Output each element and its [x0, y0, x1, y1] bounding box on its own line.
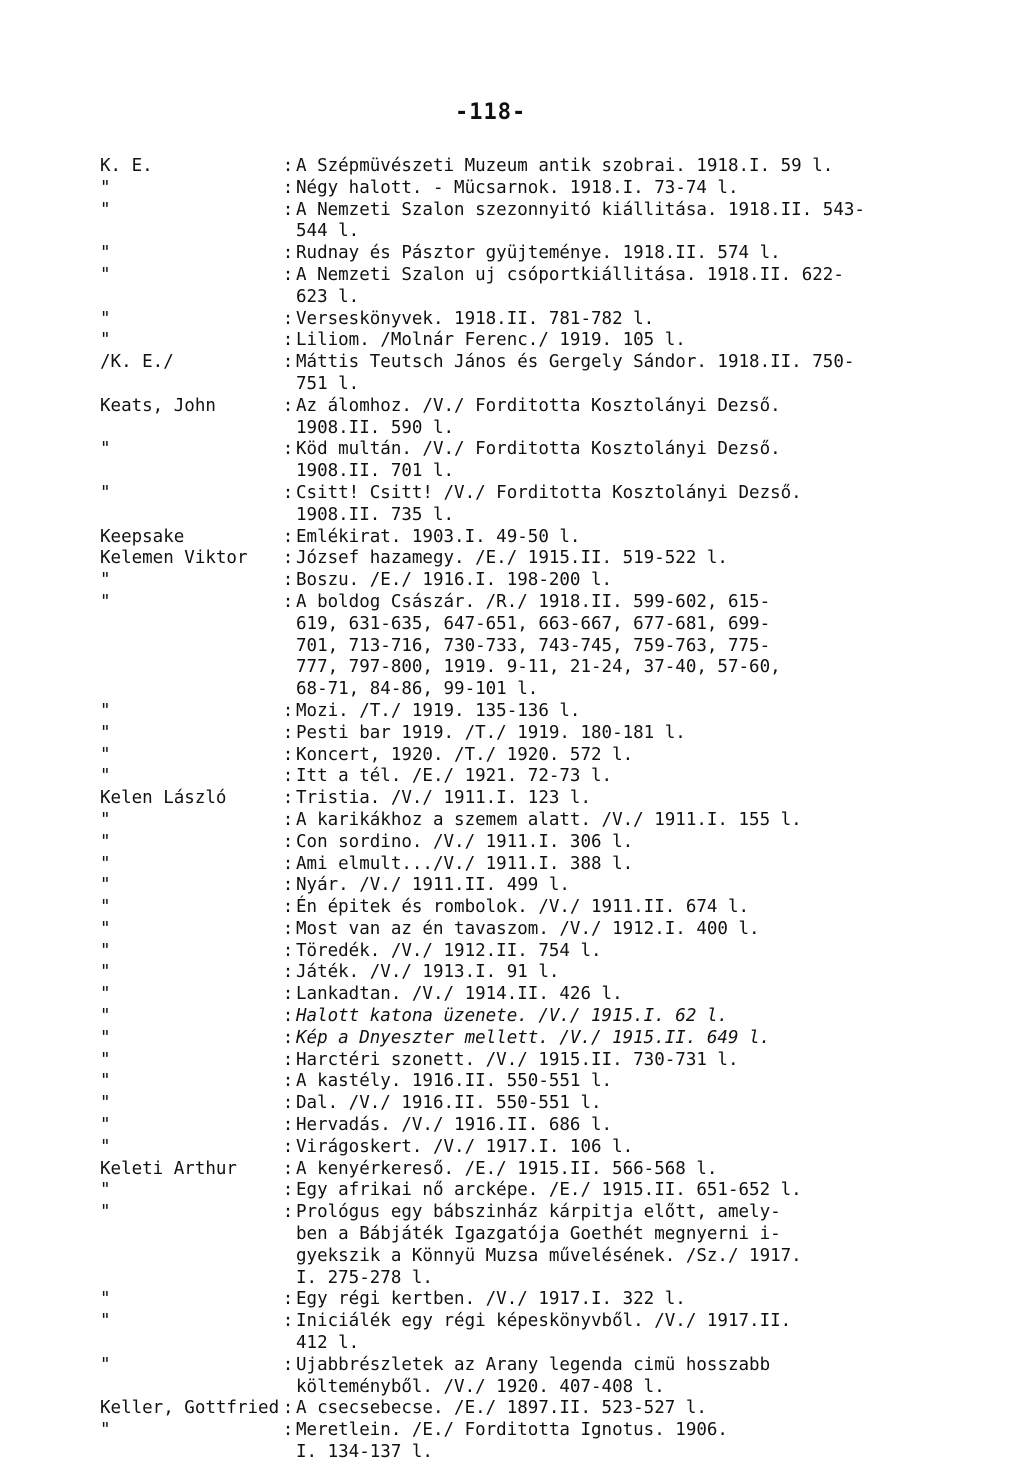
entry-author: " [100, 330, 111, 351]
entry-separator: : [282, 918, 294, 939]
entry-author: " [100, 766, 111, 787]
entry-author: " [100, 700, 111, 721]
entry-separator: : [282, 940, 294, 961]
entry-author: " [100, 1354, 111, 1375]
entry-separator: : [282, 177, 294, 198]
entry-title: Emlékirat. 1903.I. 49-50 l. [296, 526, 581, 547]
bibliography-entry [100, 570, 1000, 592]
entry-author: " [100, 1289, 111, 1310]
entry-title: Con sordino. /V./ 1911.I. 306 l. [296, 831, 634, 852]
entry-title: Ami elmult.../V./ 1911.I. 388 l. [296, 853, 634, 874]
entry-separator: : [282, 439, 294, 460]
entry-title: Az álomhoz. /V./ Forditotta Kosztolányi Dezső. 1908.II. 590 l. [296, 395, 781, 438]
bibliography-entry [100, 396, 1000, 440]
bibliography-entry [100, 200, 1000, 244]
entry-title: Liliom. /Molnár Ferenc./ 1919. 105 l. [296, 330, 686, 351]
entry-separator: : [282, 1398, 294, 1419]
entry-separator: : [282, 766, 294, 787]
entry-separator: : [282, 809, 294, 830]
entry-separator: : [282, 330, 294, 351]
bibliography-entry [100, 1006, 1000, 1028]
bibliography-entry [100, 1202, 1000, 1289]
bibliography-entry [100, 548, 1000, 570]
entry-author: " [100, 918, 111, 939]
entry-title: Prológus egy bábszinház kárpitja előtt, amely- ben a Bábjáték Igazgatója Goethét megnyerni i- gyekszik a Könnyü Muzsa művelésének. /Sz./ 1917. I. 275-278 l. [296, 1202, 802, 1288]
entry-separator: : [282, 308, 294, 329]
entry-title: A boldog Császár. /R./ 1918.II. 599-602, 615- 619, 631-635, 647-651, 663-667, 677-681, 699- 701, 713-716, 730-733, 743-745, 759-763, 775- 777, 797-800, 1919. 9-11, 21-24, 37-40, 57-60, 68-71, 84-86, 99-101 l. [296, 591, 781, 700]
entry-separator: : [282, 352, 294, 373]
bibliography-entry [100, 962, 1000, 984]
bibliography-entry [100, 439, 1000, 483]
bibliography-entry [100, 483, 1000, 527]
entry-title: Halott katona üzenete. /V./ 1915.I. 62 l. [296, 1006, 728, 1027]
entry-author: " [100, 439, 111, 460]
entry-author: Kelemen Viktor [100, 548, 248, 569]
entry-title: Boszu. /E./ 1916.I. 198-200 l. [296, 570, 613, 591]
entry-author: " [100, 940, 111, 961]
entry-separator: : [282, 1311, 294, 1332]
entry-title: Kép a Dnyeszter mellett. /V./ 1915.II. 649 l. [296, 1027, 771, 1048]
entry-title: A karikákhoz a szemem alatt. /V./ 1911.I. 155 l. [296, 809, 802, 830]
bibliography-entry [100, 1028, 1000, 1050]
entry-separator: : [282, 1202, 294, 1223]
entry-author: " [100, 1049, 111, 1070]
bibliography-entry [100, 243, 1000, 265]
bibliography-entry [100, 1050, 1000, 1072]
entry-title: Meretlein. /E./ Forditotta Ignotus. 1906. I. 134-137 l. [296, 1420, 728, 1463]
bibliography-entry [100, 701, 1000, 723]
entry-separator: : [282, 1027, 294, 1048]
bibliography-entry [100, 788, 1000, 810]
entry-separator: : [282, 788, 294, 809]
entry-separator: : [282, 243, 294, 264]
entry-title: A Szépmüvészeti Muzeum antik szobrai. 1918.I. 59 l. [296, 156, 834, 176]
bibliography-entry [100, 1180, 1000, 1202]
entry-separator: : [282, 1158, 294, 1179]
entry-author: " [100, 1115, 111, 1136]
entry-separator: : [282, 1136, 294, 1157]
entry-author: " [100, 875, 111, 896]
entry-title: Köd multán. /V./ Forditotta Kosztolányi Dezső. 1908.II. 701 l. [296, 439, 781, 482]
entry-separator: : [282, 199, 294, 220]
entry-title: Itt a tél. /E./ 1921. 72-73 l. [296, 766, 613, 787]
entry-title: A Nemzeti Szalon uj csóportkiállitása. 1918.II. 622- 623 l. [296, 264, 844, 307]
entry-title: Virágoskert. /V./ 1917.I. 106 l. [296, 1136, 634, 1157]
bibliography-entry [100, 745, 1000, 767]
entry-title: Játék. /V./ 1913.I. 91 l. [296, 962, 560, 983]
entry-author: " [100, 482, 111, 503]
entry-author: K. E. [100, 156, 153, 176]
entry-author: " [100, 308, 111, 329]
entry-title: Harctéri szonett. /V./ 1915.II. 730-731 l. [296, 1049, 739, 1070]
entry-separator: : [282, 1180, 294, 1201]
entry-title: A Nemzeti Szalon szezonnyitó kiállitása. 1918.II. 543- 544 l. [296, 199, 865, 242]
entry-title: Töredék. /V./ 1912.II. 754 l. [296, 940, 602, 961]
bibliography-entry [100, 919, 1000, 941]
entry-title: Pesti bar 1919. /T./ 1919. 180-181 l. [296, 722, 686, 743]
entry-title: Dal. /V./ 1916.II. 550-551 l. [296, 1093, 602, 1114]
entry-separator: : [282, 897, 294, 918]
entry-separator: : [282, 984, 294, 1005]
entry-author: " [100, 853, 111, 874]
entry-title: Lankadtan. /V./ 1914.II. 426 l. [296, 984, 623, 1005]
entry-separator: : [282, 1049, 294, 1070]
bibliography-entry [100, 1398, 1000, 1420]
bibliography-entry [100, 897, 1000, 919]
bibliography-entry [100, 984, 1000, 1006]
bibliography-entry [100, 330, 1000, 352]
entry-author: Kelen László [100, 788, 227, 809]
bibliography-entry [100, 527, 1000, 549]
entry-author: " [100, 199, 111, 220]
bibliography-entry [100, 941, 1000, 963]
entry-separator: : [282, 1354, 294, 1375]
entry-title: József hazamegy. /E./ 1915.II. 519-522 l. [296, 548, 728, 569]
bibliography-entry [100, 766, 1000, 788]
entry-author: " [100, 1180, 111, 1201]
bibliography-entry [100, 723, 1000, 745]
entry-title: A kastély. 1916.II. 550-551 l. [296, 1071, 613, 1092]
entry-author: " [100, 809, 111, 830]
entry-author: " [100, 177, 111, 198]
bibliography-entry [100, 1311, 1000, 1355]
entry-separator: : [282, 1093, 294, 1114]
entry-author: " [100, 243, 111, 264]
entry-separator: : [282, 722, 294, 743]
entry-title: Verseskönyvek. 1918.II. 781-782 l. [296, 308, 655, 329]
entry-separator: : [282, 395, 294, 416]
entry-separator: : [282, 853, 294, 874]
entry-author: " [100, 984, 111, 1005]
entry-separator: : [282, 526, 294, 547]
page-number: -118- [455, 100, 527, 125]
bibliography-entry [100, 832, 1000, 854]
entry-title: A csecsebecse. /E./ 1897.II. 523-527 l. [296, 1398, 707, 1419]
entry-separator: : [282, 962, 294, 983]
entry-title: Rudnay és Pásztor gyüjteménye. 1918.II. 574 l. [296, 243, 781, 264]
entry-separator: : [282, 700, 294, 721]
entry-title: Csitt! Csitt! /V./ Forditotta Kosztolányi Dezső. 1908.II. 735 l. [296, 482, 802, 525]
entry-author: " [100, 1071, 111, 1092]
bibliography-entry [100, 265, 1000, 309]
entry-author: " [100, 831, 111, 852]
bibliography-entry [100, 854, 1000, 876]
entry-separator: : [282, 831, 294, 852]
entry-author: Keller, Gottfried [100, 1398, 280, 1419]
entry-separator: : [282, 156, 294, 176]
entry-author: Keleti Arthur [100, 1158, 237, 1179]
entry-author: " [100, 897, 111, 918]
bibliography-entry [100, 1289, 1000, 1311]
entry-title: Most van az én tavaszom. /V./ 1912.I. 400 l. [296, 918, 760, 939]
entry-separator: : [282, 264, 294, 285]
entry-author: Keepsake [100, 526, 185, 547]
entry-author: " [100, 722, 111, 743]
bibliography-entry [100, 1137, 1000, 1159]
entry-title: Ujabbrészletek az Arany legenda cimü hosszabb költeményből. /V./ 1920. 407-408 l. [296, 1354, 771, 1397]
entry-title: Hervadás. /V./ 1916.II. 686 l. [296, 1115, 613, 1136]
entry-separator: : [282, 482, 294, 503]
entry-separator: : [282, 1071, 294, 1092]
entry-author: Keats, John [100, 395, 216, 416]
bibliography-list [100, 156, 1000, 1464]
entry-author: " [100, 1311, 111, 1332]
bibliography-entry [100, 1355, 1000, 1399]
bibliography-entry [100, 1071, 1000, 1093]
bibliography-entry [100, 156, 1000, 178]
entry-title: Koncert, 1920. /T./ 1920. 572 l. [296, 744, 634, 765]
entry-author: " [100, 1202, 111, 1223]
bibliography-entry [100, 178, 1000, 200]
entry-author: /K. E./ [100, 352, 174, 373]
entry-title: Tristia. /V./ 1911.I. 123 l. [296, 788, 592, 809]
entry-separator: : [282, 591, 294, 612]
entry-author: " [100, 570, 111, 591]
bibliography-entry [100, 1420, 1000, 1464]
entry-separator: : [282, 875, 294, 896]
entry-separator: : [282, 1006, 294, 1027]
bibliography-entry [100, 592, 1000, 701]
entry-separator: : [282, 1115, 294, 1136]
entry-title: Máttis Teutsch János és Gergely Sándor. 1918.II. 750- 751 l. [296, 352, 855, 394]
entry-author: " [100, 1136, 111, 1157]
entry-separator: : [282, 1420, 294, 1441]
entry-author: " [100, 744, 111, 765]
bibliography-entry [100, 1115, 1000, 1137]
entry-title: Egy afrikai nő arcképe. /E./ 1915.II. 651-652 l. [296, 1180, 802, 1201]
bibliography-entry [100, 309, 1000, 331]
bibliography-entry [100, 1093, 1000, 1115]
entry-author: " [100, 962, 111, 983]
entry-author: " [100, 1093, 111, 1114]
entry-title: Mozi. /T./ 1919. 135-136 l. [296, 700, 581, 721]
entry-author: " [100, 1027, 111, 1048]
entry-separator: : [282, 570, 294, 591]
entry-author: " [100, 1420, 111, 1441]
entry-title: Iniciálék egy régi képeskönyvből. /V./ 1917.II. 412 l. [296, 1311, 792, 1354]
entry-title: Én épitek és rombolok. /V./ 1911.II. 674 l. [296, 897, 750, 918]
entry-title: Nyár. /V./ 1911.II. 499 l. [296, 875, 570, 896]
entry-author: " [100, 264, 111, 285]
bibliography-entry [100, 810, 1000, 832]
bibliography-entry [100, 352, 1000, 396]
entry-title: Egy régi kertben. /V./ 1917.I. 322 l. [296, 1289, 686, 1310]
entry-title: A kenyérkereső. /E./ 1915.II. 566-568 l. [296, 1158, 718, 1179]
bibliography-entry [100, 875, 1000, 897]
entry-separator: : [282, 744, 294, 765]
entry-separator: : [282, 1289, 294, 1310]
bibliography-entry [100, 1159, 1000, 1181]
entry-separator: : [282, 548, 294, 569]
entry-author: " [100, 1006, 111, 1027]
entry-author: " [100, 591, 111, 612]
entry-title: Négy halott. - Mücsarnok. 1918.I. 73-74 l. [296, 177, 739, 198]
